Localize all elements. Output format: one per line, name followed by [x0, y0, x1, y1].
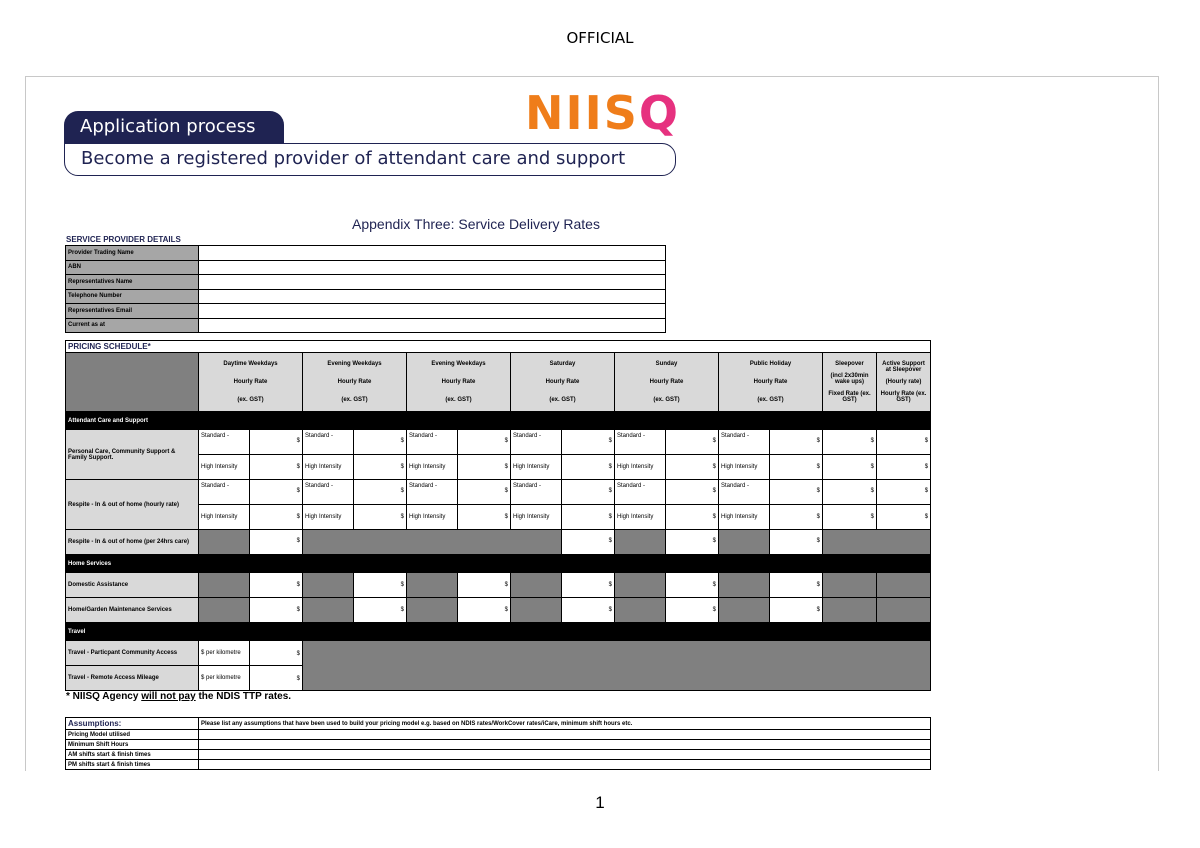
rate-input[interactable]: $ — [250, 530, 303, 555]
rate-input[interactable]: $ — [562, 455, 615, 480]
provider-field-input[interactable] — [199, 275, 666, 290]
assumptions-table — [65, 717, 931, 770]
row-domestic-assistance: Domestic Assistance — [66, 573, 199, 598]
rate-input[interactable]: $ — [562, 505, 615, 530]
blank-cell — [407, 598, 458, 623]
header-gst: (ex. GST) — [653, 397, 680, 403]
row-personal-care: Personal Care, Community Support & Family Support. — [66, 430, 199, 480]
rate-input[interactable]: $ — [770, 505, 823, 530]
column-header — [303, 353, 407, 412]
provider-field-label: Provider Trading Name — [66, 246, 199, 261]
header-name: Evening Weekdays — [431, 361, 486, 367]
assumption-label: PM shifts start & finish times — [66, 760, 199, 770]
page-number: 1 — [595, 793, 605, 812]
assumption-label: AM shifts start & finish times — [66, 750, 199, 760]
rate-input[interactable]: $ — [877, 430, 931, 455]
rate-input[interactable]: $ — [877, 455, 931, 480]
blank-cell — [199, 598, 250, 623]
header-gst: (ex. GST) — [445, 397, 472, 403]
provider-field-input[interactable] — [199, 246, 666, 261]
rate-input[interactable]: $ — [458, 430, 511, 455]
blank-cell — [615, 530, 666, 555]
assumption-input[interactable] — [199, 730, 931, 740]
pricing-schedule-table — [65, 340, 931, 691]
rate-input[interactable]: $ — [354, 430, 407, 455]
provider-details-table — [65, 245, 666, 333]
classification-label: OFFICIAL — [566, 29, 634, 47]
row-respite-hourly: Respite - In & out of home (hourly rate) — [66, 480, 199, 530]
tier-label: Standard - — [199, 480, 250, 505]
rate-input[interactable]: $ — [458, 455, 511, 480]
rate-input[interactable]: $ — [666, 505, 719, 530]
rate-input[interactable]: $ — [562, 598, 615, 623]
tier-label: High Intensity — [511, 455, 562, 480]
rate-input[interactable]: $ — [877, 480, 931, 505]
tier-label: Standard - — [303, 480, 354, 505]
column-header-sleepover — [823, 353, 877, 412]
rate-input[interactable]: $ — [354, 505, 407, 530]
tier-label: High Intensity — [407, 455, 458, 480]
provider-field-label: ABN — [66, 260, 199, 275]
header-gst: Fixed Rate (ex. GST) — [828, 391, 871, 403]
ttp-note: * NIISQ Agency will not pay the NDIS TTP rates. — [66, 691, 292, 702]
rate-input[interactable]: $ — [562, 573, 615, 598]
header-rate: Hourly Rate — [233, 379, 268, 385]
blank-cell — [615, 598, 666, 623]
provider-field-label: Representatives Name — [66, 275, 199, 290]
tier-label: Standard - — [407, 430, 458, 455]
rate-input[interactable]: $ — [823, 430, 877, 455]
rate-input[interactable]: $ — [562, 480, 615, 505]
provider-field-input[interactable] — [199, 304, 666, 319]
tier-label: Standard - — [199, 430, 250, 455]
blank-cell — [823, 530, 931, 555]
header-rate: (incl 2x30min wake ups) — [830, 373, 869, 385]
blank-cell — [303, 573, 354, 598]
blank-cell — [511, 598, 562, 623]
rate-input[interactable]: $ — [877, 505, 931, 530]
header-rate: Hourly Rate — [337, 379, 372, 385]
tier-label: High Intensity — [615, 505, 666, 530]
blank-cell — [823, 598, 877, 623]
header-name: Public Holiday — [749, 361, 792, 367]
blank-cell — [303, 530, 562, 555]
row-travel-community: Travel - Particpant Community Access — [66, 641, 199, 666]
blank-cell — [719, 530, 770, 555]
header-rate: Hourly Rate — [545, 379, 580, 385]
provider-field-input[interactable] — [199, 289, 666, 304]
assumption-label: Minimum Shift Hours — [66, 740, 199, 750]
tier-label: Standard - — [511, 480, 562, 505]
rate-input[interactable]: $ — [354, 573, 407, 598]
blank-cell — [877, 598, 931, 623]
row-respite-24hrs: Respite - In & out of home (per 24hrs care) — [66, 530, 199, 555]
tier-label: High Intensity — [303, 505, 354, 530]
assumptions-instruction: Please list any assumptions that have been used to build your pricing model e.g. based on NDIS rates/WorkCover rates/iCare, minimum shift hours etc. — [199, 718, 931, 730]
rate-input[interactable]: $ — [250, 455, 303, 480]
column-header — [719, 353, 823, 412]
provider-field-input[interactable] — [199, 260, 666, 275]
header-name: Saturday — [549, 361, 576, 367]
tier-label: Standard - — [303, 430, 354, 455]
rate-input[interactable]: $ — [666, 455, 719, 480]
assumptions-heading: Assumptions: — [66, 718, 199, 730]
per-km-label: $ per kilometre — [199, 641, 250, 666]
blank-cell — [823, 573, 877, 598]
rate-input[interactable]: $ — [666, 480, 719, 505]
column-header — [407, 353, 511, 412]
tier-label: High Intensity — [199, 455, 250, 480]
rate-input[interactable]: $ — [823, 480, 877, 505]
application-process-banner: Application process — [64, 111, 284, 143]
tier-label: High Intensity — [303, 455, 354, 480]
tier-label: Standard - — [719, 480, 770, 505]
rate-input[interactable]: $ — [770, 573, 823, 598]
header-name: Active Support at Sleepover — [882, 361, 925, 373]
rate-input[interactable]: $ — [458, 573, 511, 598]
tier-label: Standard - — [511, 430, 562, 455]
rate-input[interactable]: $ — [250, 430, 303, 455]
assumption-input[interactable] — [199, 750, 931, 760]
column-header — [511, 353, 615, 412]
rate-input[interactable]: $ — [823, 455, 877, 480]
blank-cell — [615, 573, 666, 598]
header-blank — [66, 353, 199, 412]
header-rate: Hourly Rate — [649, 379, 684, 385]
tier-label: Standard - — [615, 430, 666, 455]
column-header-active — [877, 353, 931, 412]
assumption-label: Pricing Model utilised — [66, 730, 199, 740]
header-gst: (ex. GST) — [549, 397, 576, 403]
blank-cell — [303, 598, 354, 623]
header-gst: (ex. GST) — [341, 397, 368, 403]
blank-cell — [407, 573, 458, 598]
header-name: Sleepover — [835, 361, 864, 367]
rate-input[interactable]: $ — [770, 455, 823, 480]
pricing-schedule-heading: PRICING SCHEDULE* — [66, 341, 931, 353]
travel-community-rate[interactable]: $ — [250, 641, 303, 666]
niisq-logo: NIISQ — [525, 86, 680, 140]
blank-cell — [199, 573, 250, 598]
appendix-title: Appendix Three: Service Delivery Rates — [352, 216, 600, 232]
rate-input[interactable]: $ — [354, 480, 407, 505]
rate-input[interactable]: $ — [666, 598, 719, 623]
assumption-input[interactable] — [199, 760, 931, 770]
rate-input[interactable]: $ — [458, 480, 511, 505]
header-gst: Hourly Rate (ex. GST) — [880, 391, 927, 403]
tier-label: Standard - — [719, 430, 770, 455]
rate-input[interactable]: $ — [770, 530, 823, 555]
blank-cell — [877, 573, 931, 598]
tier-label: Standard - — [615, 480, 666, 505]
rate-input[interactable]: $ — [770, 480, 823, 505]
blank-cell — [719, 573, 770, 598]
rate-input[interactable]: $ — [666, 573, 719, 598]
rate-input[interactable]: $ — [770, 598, 823, 623]
travel-blank — [303, 641, 931, 691]
rate-input[interactable]: $ — [770, 430, 823, 455]
tier-label: High Intensity — [199, 505, 250, 530]
blank-cell — [199, 530, 250, 555]
tier-label: Standard - — [407, 480, 458, 505]
rate-input[interactable]: $ — [250, 505, 303, 530]
tier-label: High Intensity — [615, 455, 666, 480]
assumption-input[interactable] — [199, 740, 931, 750]
blank-cell — [719, 598, 770, 623]
rate-input[interactable]: $ — [562, 430, 615, 455]
tier-label: High Intensity — [719, 455, 770, 480]
header-rate: Hourly Rate — [441, 379, 476, 385]
provider-field-label: Representatives Email — [66, 304, 199, 319]
provider-field-label: Current as at — [66, 318, 199, 333]
tier-label: High Intensity — [719, 505, 770, 530]
tier-label: High Intensity — [511, 505, 562, 530]
section-travel: Travel — [66, 623, 931, 641]
rate-input[interactable]: $ — [458, 598, 511, 623]
header-rate: (Hourly rate) — [885, 379, 922, 385]
provider-field-input[interactable] — [199, 318, 666, 333]
subtitle-banner: Become a registered provider of attendant care and support — [64, 143, 676, 176]
section-attendant-care: Attendant Care and Support — [66, 412, 931, 430]
row-garden-maintenance: Home/Garden Maintenance Services — [66, 598, 199, 623]
column-header — [615, 353, 719, 412]
section-home-services: Home Services — [66, 555, 931, 573]
rate-input[interactable]: $ — [354, 455, 407, 480]
blank-cell — [511, 573, 562, 598]
header-rate: Hourly Rate — [753, 379, 788, 385]
header-name: Daytime Weekdays — [223, 361, 278, 367]
rate-input[interactable]: $ — [250, 598, 303, 623]
column-header — [199, 353, 303, 412]
per-km-label: $ per kilometre — [199, 666, 250, 691]
header-gst: (ex. GST) — [757, 397, 784, 403]
rate-input[interactable]: $ — [823, 505, 877, 530]
tier-label: High Intensity — [407, 505, 458, 530]
rate-input[interactable]: $ — [666, 530, 719, 555]
rate-input[interactable]: $ — [250, 573, 303, 598]
header-gst: (ex. GST) — [237, 397, 264, 403]
header-name: Sunday — [655, 361, 678, 367]
header-name: Evening Weekdays — [327, 361, 382, 367]
rate-input[interactable]: $ — [250, 480, 303, 505]
rate-input[interactable]: $ — [458, 505, 511, 530]
provider-details-heading: SERVICE PROVIDER DETAILS — [66, 235, 181, 244]
rate-input[interactable]: $ — [666, 430, 719, 455]
rate-input[interactable]: $ — [562, 530, 615, 555]
travel-remote-rate[interactable]: $ — [250, 666, 303, 691]
rate-input[interactable]: $ — [354, 598, 407, 623]
row-travel-remote: Travel - Remote Access Mileage — [66, 666, 199, 691]
provider-field-label: Telephone Number — [66, 289, 199, 304]
